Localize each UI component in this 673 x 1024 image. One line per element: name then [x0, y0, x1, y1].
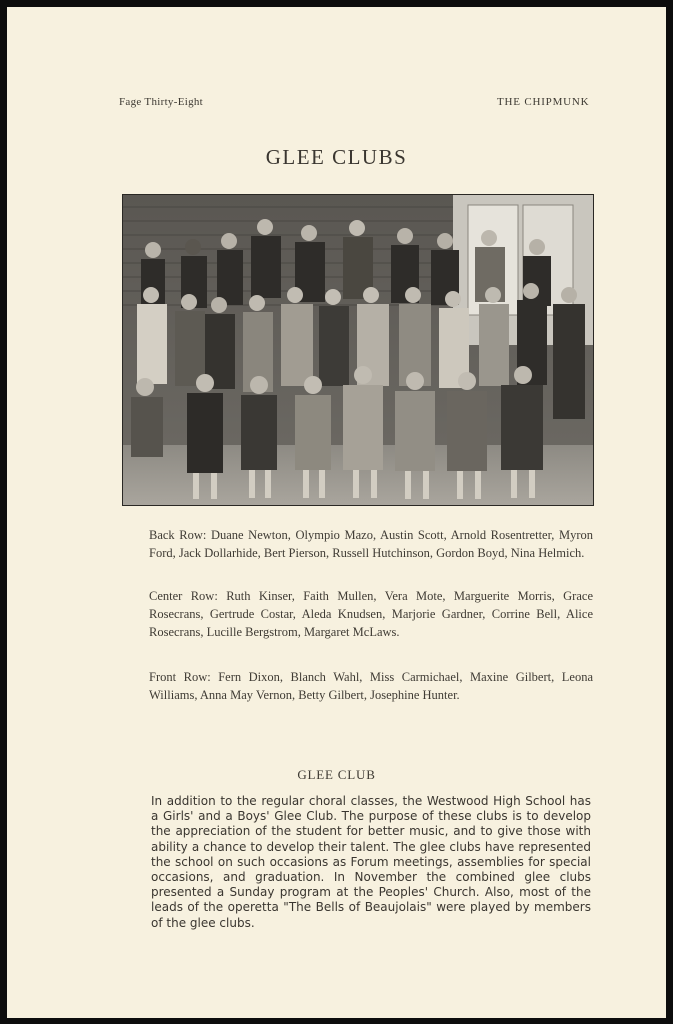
- publication-name: THE CHIPMUNK: [497, 96, 590, 108]
- page-title: GLEE CLUBS: [265, 145, 408, 169]
- caption-center-row: [121, 587, 593, 641]
- caption-center-row-text: Center Row: Ruth Kinser, Faith Mullen, Vera Mote, Marguerite Morris, Grace Rosecrans, Gertrude Costar, Aleda Knudsen, Marjorie Gardner, Corrine Bell, Alice Rosecrans, Lucille Bergstrom, Margaret McLaws.: [149, 589, 593, 639]
- page-number: Fage Thirty-Eight: [119, 96, 204, 108]
- section-body: [125, 794, 591, 931]
- group-photo: [122, 194, 594, 506]
- group-photo-image: [123, 195, 593, 505]
- section-title: GLEE CLUB: [297, 767, 376, 782]
- caption-back-row: [121, 526, 593, 562]
- yearbook-page: [7, 7, 666, 1018]
- section-body-text: In addition to the regular choral classes, the Westwood High School has a Girls' and a Boys' Glee Club. The purpose of these clubs is to develop the appreciation of the student for better music, and to give those with ability a chance to develop their talent. The glee clubs have represented the school on such occasions as Forum meetings, assemblies for special occasions, and graduation. In November the combined glee clubs presented a Sunday program at the Peoples' Church. Also, most of the leads of the operetta "The Bells of Beaujolais" were played by members of the glee clubs.: [151, 794, 591, 930]
- caption-front-row: [121, 668, 593, 704]
- caption-back-row-text: Back Row: Duane Newton, Olympio Mazo, Austin Scott, Arnold Rosentretter, Myron Ford, Jack Dollarhide, Bert Pierson, Russell Hutchinson, Gordon Boyd, Nina Helmich.: [149, 528, 593, 560]
- caption-front-row-text: Front Row: Fern Dixon, Blanch Wahl, Miss Carmichael, Maxine Gilbert, Leona Williams, Anna May Vernon, Betty Gilbert, Josephine Hunter.: [149, 670, 593, 702]
